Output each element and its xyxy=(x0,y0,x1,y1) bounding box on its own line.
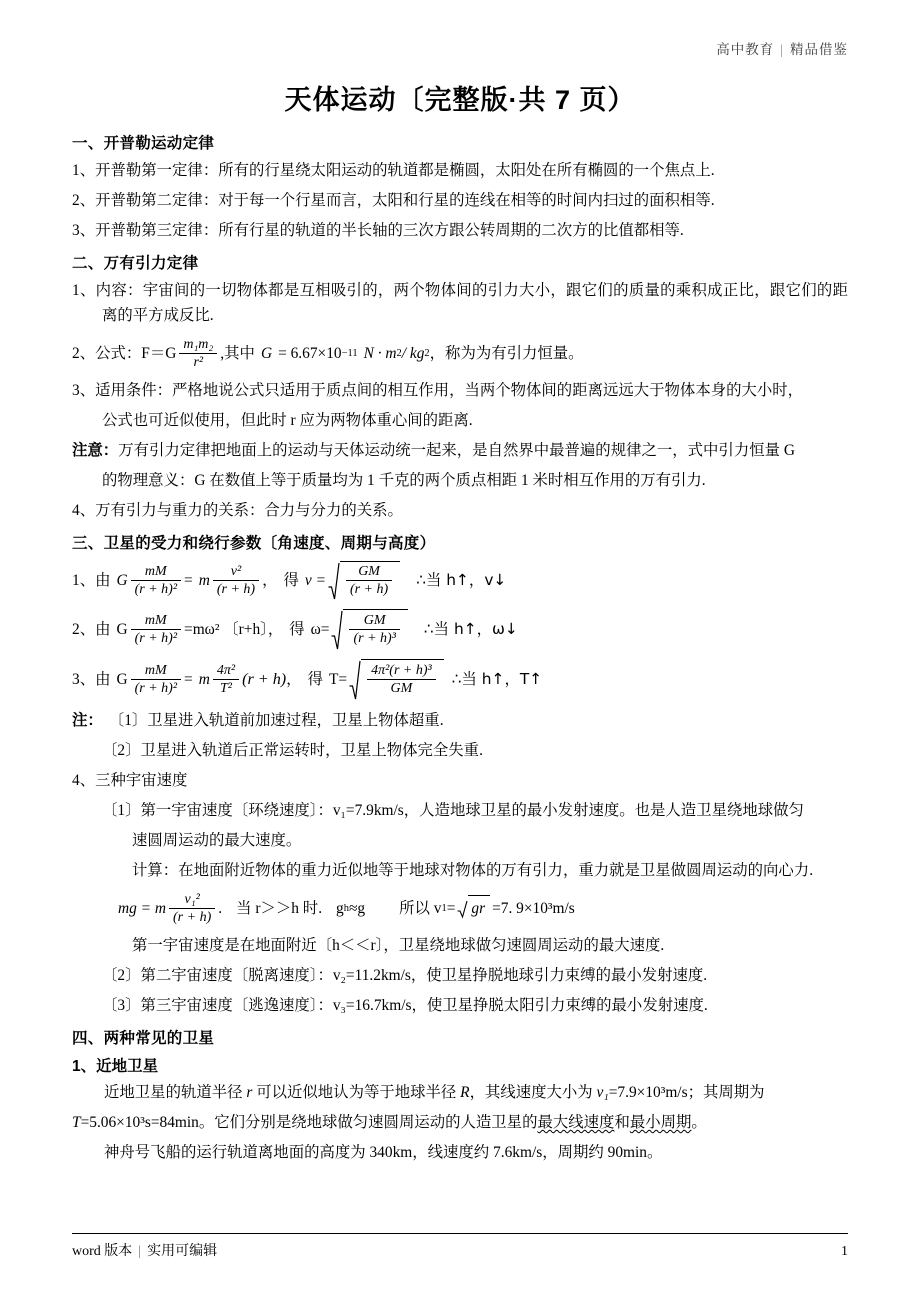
v1-equals: = xyxy=(446,900,456,918)
equation-2-result-var: ω= xyxy=(310,621,330,639)
mg-equation-fraction xyxy=(169,892,215,926)
equation-2-label: 2、由 xyxy=(72,621,111,639)
mg-equation xyxy=(72,892,848,926)
page-number: 1 xyxy=(841,1244,848,1259)
second-cosmic-velocity: 〔2〕第二宇宙速度〔脱离速度〕：v₂=11.2km/s，使卫星挣脱地球引力束缚的最小发射速度. xyxy=(102,966,708,984)
subsection-heading-near-earth-satellite: 1、近地卫星 xyxy=(72,1057,159,1075)
fraction-denominator: (r + h)² xyxy=(134,631,178,647)
satellite-equation-2 xyxy=(72,609,848,651)
min-period-emphasis: 最小周期 xyxy=(629,1113,692,1131)
radical-fraction xyxy=(346,564,392,598)
satellite-equation-1 xyxy=(72,561,848,601)
equation-2-rhs: =mω² 〔r+h〕， xyxy=(184,621,284,639)
radical-content: gr xyxy=(468,895,490,922)
equation-1-label: 1、由 xyxy=(72,572,111,590)
fraction-numerator: 4π² xyxy=(213,663,239,681)
gravitational-units-kg: / kg xyxy=(401,345,425,363)
equation-3-label: 3、由 xyxy=(72,671,111,689)
equation-3-result-word: 得 xyxy=(307,671,323,689)
equation-1-G: G xyxy=(116,572,128,590)
gravitation-conditions-line2: 公式也可近似使用，但此时 r 应为两物体重心间的距离. xyxy=(102,412,473,430)
fraction-denominator: (r + h)² xyxy=(134,582,178,598)
shenzhou-spacecraft-para: 神舟号飞船的运行轨道离地面的高度为 340km，线速度约 7.6km/s，周期约 90min。 xyxy=(104,1143,663,1161)
gh-symbol: g xyxy=(336,900,344,918)
note-label: 注意： xyxy=(72,442,119,460)
fraction-numerator: v₁² xyxy=(169,892,215,910)
gr-square-root xyxy=(457,895,490,922)
equation-3-comma: ， xyxy=(286,671,302,689)
header-right-label: 精品借鉴 xyxy=(790,42,848,57)
equation-3-mass: m xyxy=(198,671,210,689)
fraction-numerator: mM xyxy=(131,663,181,681)
therefore-v1: 所以 v xyxy=(399,900,442,918)
radius-symbol: r xyxy=(246,1083,253,1101)
page-footer xyxy=(72,1233,848,1260)
equation-1-rhs-fraction xyxy=(213,564,259,598)
velocity-symbol: v₁ xyxy=(596,1083,609,1101)
gravitation-content: 1、内容：宇宙间的一切物体都是互相吸引的，两个物体间的引力大小，跟它们的质量的乘积成正比，跟它们的距离的平方成反比. xyxy=(72,281,848,324)
gravitation-formula-mid: ,其中 xyxy=(220,345,255,363)
mg-equation-lhs: mg = m xyxy=(118,900,167,918)
radical-sign-icon xyxy=(349,659,361,701)
fraction-denominator: (r + h) xyxy=(349,582,389,598)
fraction-denominator: (r + h)² xyxy=(134,681,178,697)
satellite-note-1: 〔1〕卫星进入轨道前加速过程，卫星上物体超重. xyxy=(108,711,444,729)
equation-3-lhs-fraction xyxy=(131,663,181,697)
footer-left-label: word 版本 xyxy=(72,1244,133,1259)
equation-3-G: G xyxy=(116,671,128,689)
page-header xyxy=(72,0,848,58)
equation-1-conclusion: ∴当 h↑，v↓ xyxy=(416,571,507,590)
cosmic-velocity-heading: 4、三种宇宙速度 xyxy=(72,771,188,789)
para2-text-a: =5.06×10³s=84min。它们分别是绕地球做匀速圆周运动的人造卫星的 xyxy=(80,1113,538,1131)
equation-2-square-root xyxy=(331,609,407,651)
fraction-numerator: v² xyxy=(213,564,259,582)
fraction-denominator: (r + h) xyxy=(216,582,256,598)
note-line-1: 万有引力定律把地面上的运动与天体运动统一起来，是自然界中最普遍的规律之一，式中引力恒量 G xyxy=(118,442,795,460)
gravitation-conditions-line1: 3、适用条件：严格地说公式只适用于质点间的相互作用，当两个物体间的距离远远大于物体本身的大小时， xyxy=(72,382,804,400)
fraction-denominator: r² xyxy=(193,355,204,371)
fraction-denominator: (r + h)³ xyxy=(353,631,396,647)
gravitational-constant-exponent: −11 xyxy=(341,348,358,360)
gravitational-constant-symbol: G xyxy=(260,345,273,363)
radical-content xyxy=(343,609,407,651)
v1-subscript: 1 xyxy=(441,902,447,914)
mg-equation-condition: 当 r＞＞h 时. xyxy=(236,900,323,918)
equation-3-equals: = xyxy=(184,671,193,689)
fraction-numerator: mM xyxy=(131,613,181,631)
radical-content xyxy=(361,659,444,701)
gh-approx: ≈g xyxy=(348,900,366,918)
first-cosmic-velocity-line1: 〔1〕第一宇宙速度〔环绕速度〕：v₁=7.9km/s，人造地球卫星的最小发射速度。也是人造卫星绕地球做匀 xyxy=(102,801,804,819)
para2-text-end: 。 xyxy=(691,1113,707,1131)
kepler-law-2: 2、开普勒第二定律：对于每一个行星而言，太阳和行星的连线在相等的时间内扫过的面积相等. xyxy=(72,191,715,209)
equation-2-G: G xyxy=(116,621,128,639)
section-heading-gravitation: 二、万有引力定律 xyxy=(72,254,199,272)
near-earth-satellite-para2 xyxy=(72,1111,848,1136)
equation-3-rhs-fraction xyxy=(213,663,239,697)
footer-left-group xyxy=(72,1240,217,1260)
fraction-denominator: GM xyxy=(390,681,413,697)
radical-content xyxy=(340,561,400,601)
max-linear-speed-emphasis: 最大线速度 xyxy=(537,1113,615,1131)
header-left-label: 高中教育 xyxy=(716,42,775,57)
first-cosmic-velocity-calculation: 计算：在地面附近物体的重力近似地等于地球对物体的万有引力，重力就是卫星做圆周运动的向心力. xyxy=(132,861,814,879)
para1-text-d: =7.9×10³m/s；其周期为 xyxy=(608,1083,765,1101)
satellite-equation-3 xyxy=(72,659,848,701)
para2-text-mid: 和 xyxy=(614,1113,630,1131)
equation-1-equals: = xyxy=(184,572,193,590)
gravitation-weight-relation: 4、万有引力与重力的关系：合力与分力的关系。 xyxy=(72,501,403,519)
equation-1-mass: m xyxy=(198,572,210,590)
third-cosmic-velocity: 〔3〕第三宇宙速度〔逃逸速度〕：v₃=16.7km/s，使卫星挣脱太阳引力束缚的最小发射速度. xyxy=(102,996,708,1014)
notes-label: 注： xyxy=(72,711,103,729)
equation-2-conclusion: ∴当 h↑，ω↓ xyxy=(423,620,518,639)
radical-sign-icon xyxy=(457,895,468,922)
equation-3-result-var: T= xyxy=(328,671,348,689)
kepler-law-3: 3、开普勒第三定律：所有行星的轨道的半长轴的三次方跟公转周期的二次方的比值都相等. xyxy=(72,221,684,239)
footer-separator: | xyxy=(138,1244,142,1259)
equation-3-factor: (r + h) xyxy=(242,670,287,688)
equation-3-conclusion: ∴当 h↑，T↑ xyxy=(451,670,543,689)
para1-text-c: ，其线速度大小为 xyxy=(469,1083,597,1101)
earth-radius-symbol: R xyxy=(460,1083,470,1101)
section-heading-satellite-params: 三、卫星的受力和绕行参数〔角速度、周期与高度） xyxy=(72,534,436,552)
radical-fraction xyxy=(349,613,399,647)
footer-right-label: 实用可编辑 xyxy=(147,1244,218,1259)
satellite-note-2: 〔2〕卫星进入轨道后正常运转时，卫星上物体完全失重. xyxy=(102,741,483,759)
fraction-numerator: m₁m₂ xyxy=(179,337,217,355)
radical-fraction xyxy=(367,663,436,697)
para1-text-a: 近地卫星的轨道半径 xyxy=(104,1083,247,1101)
equation-1-result-var: v = xyxy=(304,572,326,590)
header-separator: | xyxy=(780,42,784,57)
first-cosmic-velocity-note: 第一宇宙速度是在地面附近〔h＜＜r〕，卫星绕地球做匀速圆周运动的最大速度. xyxy=(132,936,665,954)
period-symbol: T xyxy=(72,1113,81,1131)
gravitation-formula-tail: ，称为为有引力恒量。 xyxy=(429,345,584,363)
fraction-numerator: 4π²(r + h)³ xyxy=(367,663,436,681)
gh-subscript: h xyxy=(343,902,349,914)
fraction-numerator: GM xyxy=(346,564,392,582)
radical-sign-icon xyxy=(331,609,343,651)
kepler-law-1: 1、开普勒第一定律：所有的行星绕太阳运动的轨道都是椭圆，太阳处在所有椭圆的一个焦点上. xyxy=(72,162,715,179)
para1-text-b: 可以近似地认为等于地球半径 xyxy=(252,1083,461,1101)
gravitation-formula xyxy=(72,337,848,371)
gravitation-note-line2: 的物理意义：G 在数值上等于质量均为 1 千克的两个质点相距 1 米时相互作用的万有引力. xyxy=(102,471,706,489)
gravitational-constant-value: = 6.67×10 xyxy=(278,345,342,363)
units-kg-exponent: 2 xyxy=(424,348,430,360)
fraction-denominator: T² xyxy=(219,681,232,697)
section-heading-two-satellites: 四、两种常见的卫星 xyxy=(72,1029,215,1047)
near-earth-satellite-para1 xyxy=(72,1081,848,1106)
section-heading-kepler: 一、开普勒运动定律 xyxy=(72,135,215,152)
equation-1-square-root xyxy=(328,561,400,601)
equation-2-result-word: 得 xyxy=(289,621,305,639)
gravitation-formula-prefix: 2、公式：F＝G xyxy=(72,345,177,363)
equation-1-lhs-fraction xyxy=(131,564,181,598)
equation-1-comma: ， xyxy=(262,572,278,590)
equation-2-lhs-fraction xyxy=(131,613,181,647)
fraction-numerator: GM xyxy=(349,613,399,631)
first-cosmic-velocity-line2: 速圆周运动的最大速度。 xyxy=(132,831,302,849)
gravitational-units-newton-meter: N · m xyxy=(363,345,397,363)
page-title: 天体运动〔完整版·共 7 页） xyxy=(284,85,636,115)
v1-value: =7. 9×10³m/s xyxy=(492,900,575,918)
mg-equation-period: . xyxy=(218,900,223,918)
fraction-denominator: (r + h) xyxy=(173,910,212,926)
gravitation-formula-fraction xyxy=(179,337,217,371)
radical-sign-icon xyxy=(328,561,340,601)
units-meter-exponent: 2 xyxy=(396,348,402,360)
gravitation-note xyxy=(72,439,848,464)
equation-1-result-word: 得 xyxy=(283,572,299,590)
satellite-notes xyxy=(72,709,848,734)
fraction-numerator: mM xyxy=(131,564,181,582)
equation-3-square-root xyxy=(349,659,444,701)
